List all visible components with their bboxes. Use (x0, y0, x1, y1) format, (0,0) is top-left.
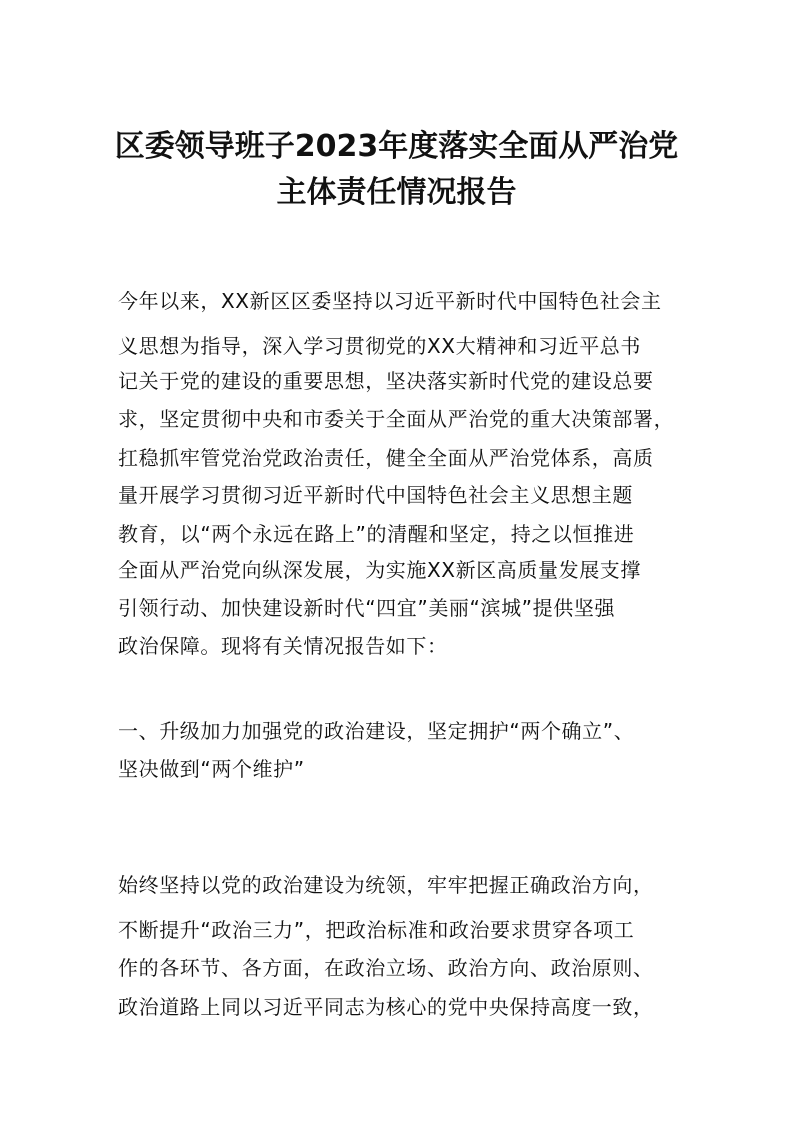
intro-line-3: 记关于党的建设的重要思想，坚决落实新时代党的建设总要 (118, 369, 654, 393)
intro-line-2: 义思想为指导，深入学习贯彻党的XX大精神和习近平总书 (118, 334, 642, 358)
intro-line-6: 量开展学习贯彻习近平新时代中国特色社会主义思想主题 (118, 483, 633, 507)
section-1-line-4: 政治道路上同以习近平同志为核心的党中央保持高度一致， (118, 995, 654, 1019)
document-title-line-1: 区委领导班子2023年度落实全面从严治党 (114, 129, 679, 164)
section-1-line-1: 始终坚持以党的政治建设为统领，牢牢把握正确政治方向， (118, 873, 654, 897)
intro-line-4: 求，坚定贯彻中央和市委关于全面从严治党的重大决策部署， (118, 407, 675, 431)
section-1-heading-line-2: 坚决做到“两个维护” (118, 757, 305, 781)
intro-line-7: 教育，以“两个永远在路上”的清醒和坚定，持之以恒推进 (118, 522, 635, 546)
intro-line-9: 引领行动、加快建设新时代“四宜”美丽“滨城”提供坚强 (118, 596, 616, 620)
intro-line-10: 政治保障。现将有关情况报告如下： (118, 634, 448, 658)
section-1-line-3: 作的各环节、各方面，在政治立场、政治方向、政治原则、 (118, 956, 654, 980)
section-1-heading-line-1: 一、升级加力加强党的政治建设，坚定拥护“两个确立”、 (118, 719, 635, 743)
intro-line-8: 全面从严治党向纵深发展，为实施XX新区高质量发展支撑 (118, 558, 642, 582)
intro-line-1: 今年以来，XX新区区委坚持以习近平新时代中国特色社会主 (118, 289, 662, 313)
section-1-line-2: 不断提升“政治三力”，把政治标准和政治要求贯穿各项工 (118, 918, 635, 942)
document-title-line-2: 主体责任情况报告 (276, 175, 517, 210)
intro-line-5: 扛稳抓牢管党治党政治责任，健全全面从严治党体系，高质 (118, 446, 654, 470)
